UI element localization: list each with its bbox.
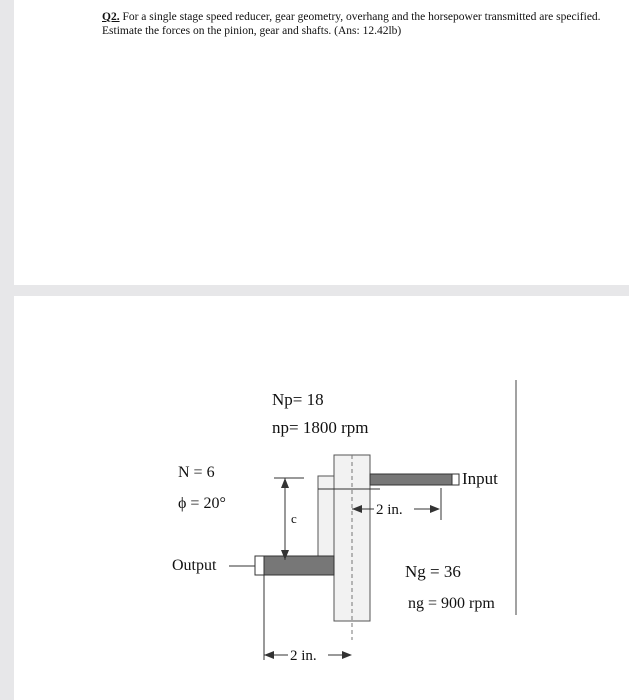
pinion-speed-label: np= 1800 rpm: [272, 418, 369, 437]
bottom-dim-arrow-right: [342, 651, 352, 659]
c-dim-arrow-up: [281, 478, 289, 488]
bottom-dim-label: 2 in.: [290, 648, 317, 664]
output-shaft: [264, 556, 334, 575]
pinion-teeth-label: Np= 18: [272, 390, 324, 409]
gear-teeth-label: Ng = 36: [405, 562, 461, 581]
output-label: Output: [172, 557, 217, 574]
input-label: Input: [462, 469, 498, 488]
output-shaft-end: [255, 556, 264, 575]
question-number: Q2.: [102, 11, 120, 23]
right-dim-arrow-right: [430, 505, 440, 513]
pressure-angle-label: ϕ = 20°: [178, 495, 226, 512]
c-label: c: [291, 511, 297, 526]
gear-speed-label: ng = 900 rpm: [408, 595, 495, 612]
right-dim-label: 2 in.: [376, 502, 403, 518]
module-label: N = 6: [178, 464, 215, 481]
bottom-dim-arrow-left: [264, 651, 274, 659]
input-shaft: [370, 474, 452, 485]
input-shaft-end: [452, 474, 459, 485]
question-body: For a single stage speed reducer, gear geometry, overhang and the horsepower transmitted are specified. Estimate the forces on the pinion, gear and shafts. (Ans: 12.42lb): [102, 11, 601, 37]
